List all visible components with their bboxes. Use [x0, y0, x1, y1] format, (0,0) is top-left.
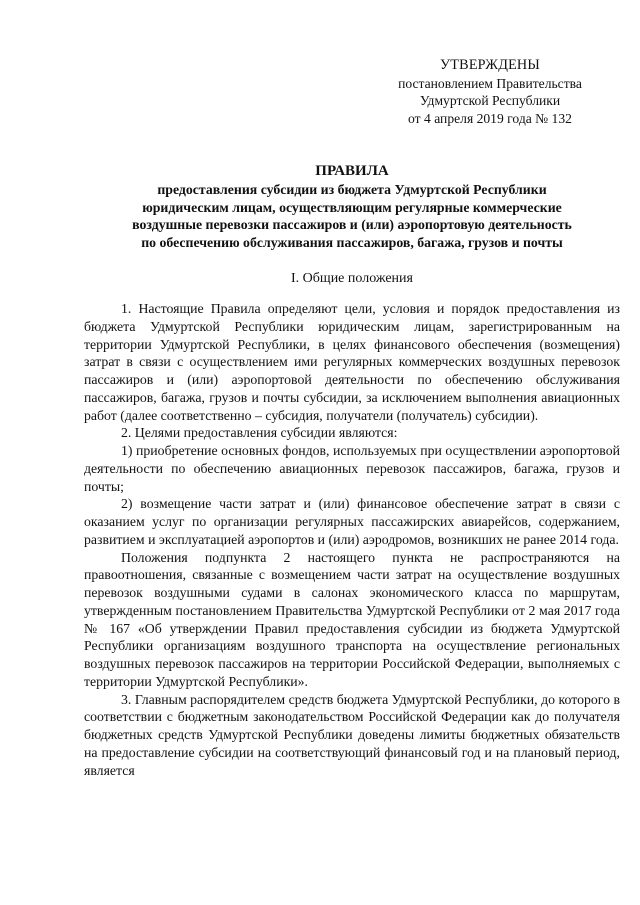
document-title-block	[84, 162, 620, 252]
section-heading: I. Общие положения	[291, 271, 413, 286]
paragraph: 3. Главным распорядителем средств бюджета Удмуртской Республики, до которого в соответствии с бюджетным законодательством Российской Федерации как до получателя бюджетных средств Удмуртской Республики доведены лимиты бюджетных обязательств на предоставление субсидии на соответствующий финансовый год и на плановый период, является	[84, 691, 620, 778]
approval-line: Удмуртской Республики	[419, 93, 561, 108]
approval-line: постановлением Правительства	[398, 75, 582, 91]
paragraph: Положения подпункта 2 настоящего пункта не распространяются на правоотношения, связанные с возмещением части затрат на осуществление воздушных перевозок воздушными судами в салонах экономического класса по маршрутам, утвержденным постановлением Правительства Удмуртской Республики от 2 мая 2017 года № 167 «Об утверждении Правил предоставления субсидии из бюджета Удмуртской Республики организациям воздушного транспорта на осуществление региональных воздушных перевозок пассажиров на территории Российской Федерации, выполняемых с территории Удмуртской Республики».	[84, 549, 620, 689]
document-subtitle-line: воздушные перевозки пассажиров и (или) аэропортовую деятельность	[132, 217, 572, 233]
paragraph: 2. Целями предоставления субсидии являются:	[121, 425, 398, 441]
document-title: ПРАВИЛА	[315, 163, 389, 179]
approval-title: УТВЕРЖДЕНЫ	[440, 57, 540, 73]
approval-stamp	[390, 57, 590, 127]
document-body	[84, 300, 620, 779]
approval-line: от 4 апреля 2019 года № 132	[408, 110, 572, 126]
paragraph: 2) возмещение части затрат и (или) финансовое обеспечение затрат в связи с оказанием услуг по организации регулярных пассажирских авиарейсов, содержанием, развитием и эксплуатацией аэропортов и (или) аэродромов, возникших не ранее 2014 года.	[84, 496, 620, 547]
paragraph: 1) приобретение основных фондов, используемых при осуществлении аэропортовой деятельности по обеспечению авиационных перевозок пассажиров, багажа, грузов и почты;	[84, 443, 620, 494]
document-subtitle-line: предоставления субсидии из бюджета Удмуртской Республики	[157, 182, 547, 197]
document-subtitle-line: юридическим лицам, осуществляющим регулярные коммерческие	[142, 199, 562, 215]
document-subtitle-line: по обеспечению обслуживания пассажиров, багажа, грузов и почты	[141, 235, 563, 251]
paragraph: 1. Настоящие Правила определяют цели, условия и порядок предоставления из бюджета Удмуртской Республики юридическим лицам, зарегистрированным на территории Удмуртской Республики, в целях финансового обеспечения (возмещения) затрат в связи с осуществлением ими регулярных коммерческих воздушных перевозок пассажиров и (или) аэропортовой деятельности по обеспечению обслуживания пассажиров, багажа, грузов и почты субсидии, за исключением выполнения авиационных работ (далее соответственно – субсидия, получатели (получатель) субсидии).	[84, 301, 620, 423]
